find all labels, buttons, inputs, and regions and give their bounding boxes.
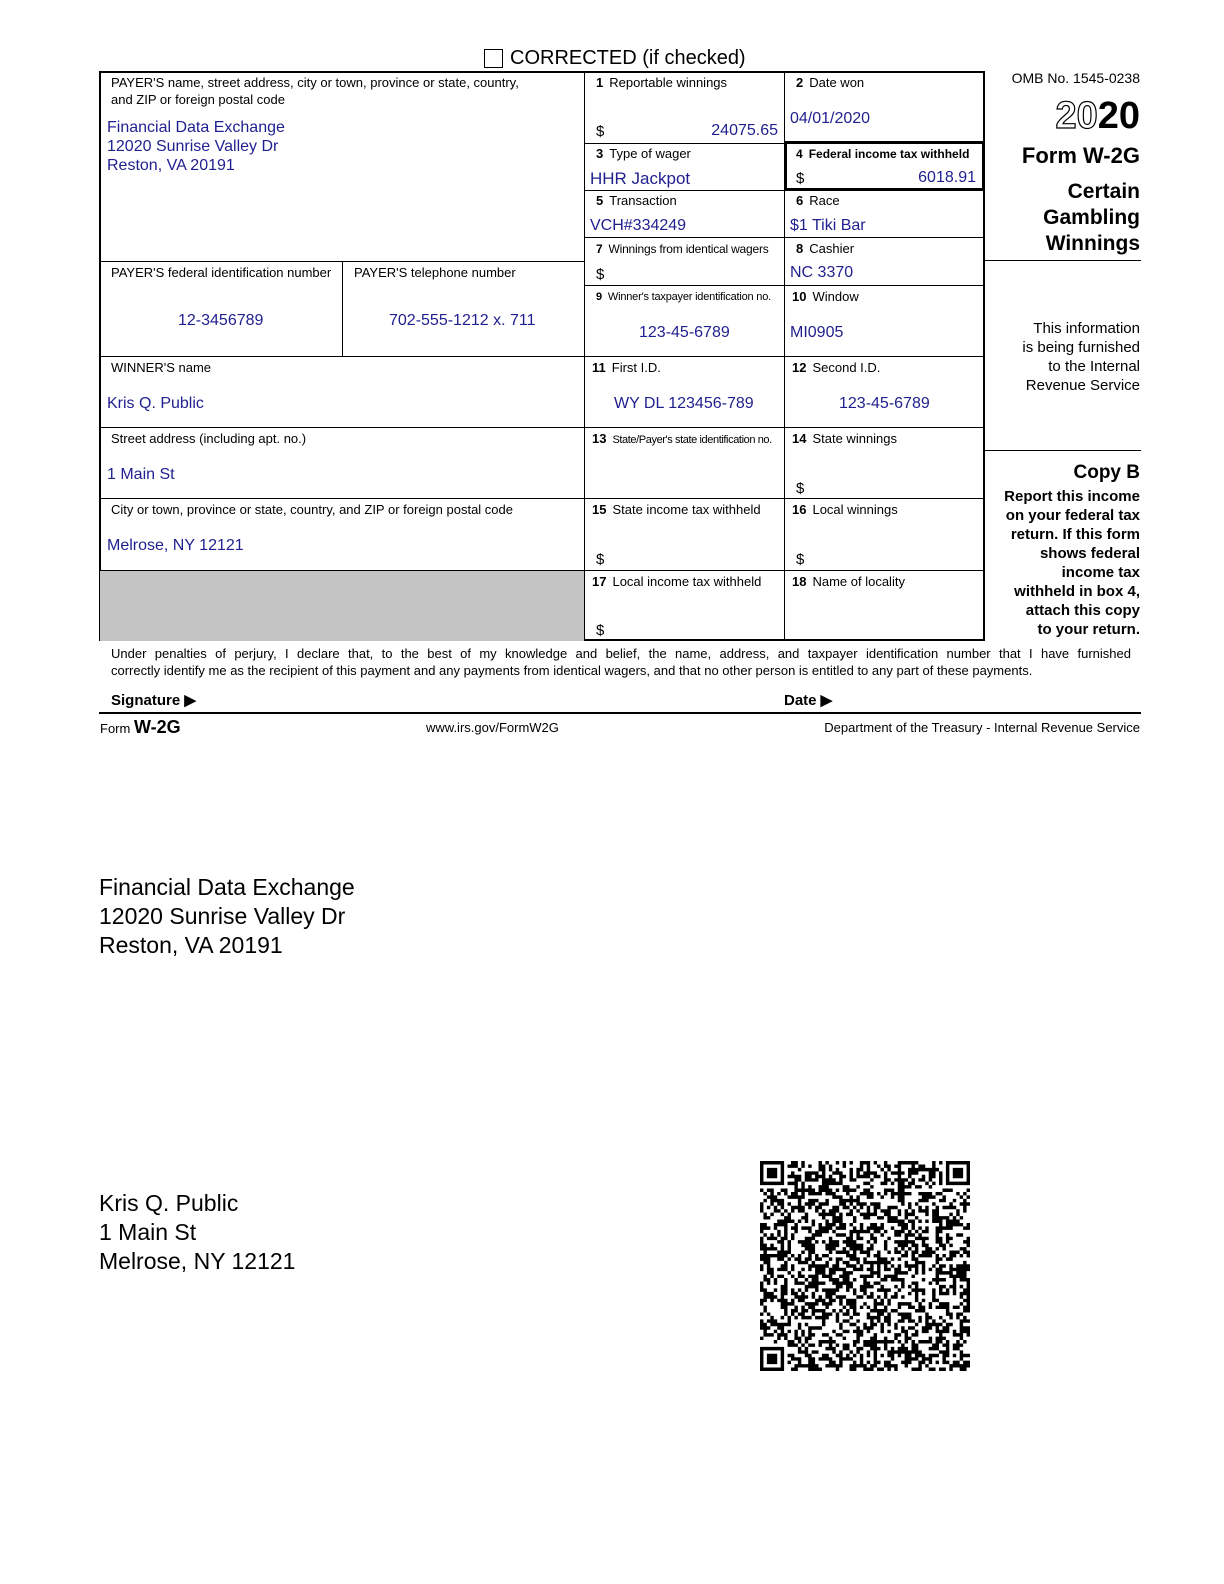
winner-name-label: WINNER'S name xyxy=(111,360,212,375)
corrected-checkbox[interactable] xyxy=(484,49,503,68)
payer-label-line1: PAYER'S name, street address, city or town, province or state, country, xyxy=(111,75,519,90)
form-name: Form W-2G xyxy=(1021,143,1140,168)
copy-label: Copy B xyxy=(1073,462,1140,483)
box6-value[interactable]: $1 Tiki Bar xyxy=(790,217,866,234)
box9-value[interactable]: 123-45-6789 xyxy=(639,324,730,341)
payer-street[interactable]: 12020 Sunrise Valley Dr xyxy=(107,138,279,155)
box1-value[interactable]: 24075.65 xyxy=(711,122,778,139)
shaded-box xyxy=(100,571,584,641)
winner-street[interactable]: 1 Main St xyxy=(107,466,175,483)
box12-value[interactable]: 123-45-6789 xyxy=(839,395,930,412)
date-label[interactable]: Date ▶ xyxy=(784,692,833,709)
box11-value[interactable]: WY DL 123456-789 xyxy=(614,395,754,412)
qr-code-icon xyxy=(760,1161,970,1371)
box3-value[interactable]: HHR Jackpot xyxy=(590,169,691,188)
box4-dollar: $ xyxy=(796,170,805,187)
footer-form-id: Form W-2G xyxy=(100,717,181,737)
sender-address: Financial Data Exchange 12020 Sunrise Valley Dr Reston, VA 20191 xyxy=(99,874,355,958)
box5-label: 5 Transaction xyxy=(596,193,677,208)
signature-label[interactable]: Signature ▶ xyxy=(111,692,196,709)
box15-dollar: $ xyxy=(596,551,605,568)
copy-instructions: Report this income on your federal tax return. If this form shows federal income tax withheld in box 4, attach this copy to your return. xyxy=(1004,488,1140,638)
box2-label: 2 Date won xyxy=(796,75,865,90)
payer-phone-label: PAYER'S telephone number xyxy=(354,265,516,280)
box16-label: 16 Local winnings xyxy=(792,502,898,517)
winner-name[interactable]: Kris Q. Public xyxy=(107,395,204,412)
box5-value[interactable]: VCH#334249 xyxy=(590,217,687,234)
winner-city[interactable]: Melrose, NY 12121 xyxy=(107,537,244,554)
form-title: Certain Gambling Winnings xyxy=(1043,180,1140,255)
box8-value[interactable]: NC 3370 xyxy=(790,264,854,281)
recipient-address: Kris Q. Public 1 Main St Melrose, NY 12121 xyxy=(99,1190,296,1274)
payer-name[interactable]: Financial Data Exchange xyxy=(107,119,285,136)
tax-year: 2020 xyxy=(1055,95,1140,137)
payer-phone[interactable]: 702-555-1212 x. 711 xyxy=(389,312,536,329)
box3-label: 3 Type of wager xyxy=(596,146,691,161)
box6-label: 6 Race xyxy=(796,193,840,208)
box17-label: 17 Local income tax withheld xyxy=(592,574,762,589)
box18-label: 18 Name of locality xyxy=(792,574,905,589)
box4-value[interactable]: 6018.91 xyxy=(918,169,976,186)
box16-dollar: $ xyxy=(796,551,805,568)
payer-city[interactable]: Reston, VA 20191 xyxy=(107,157,235,174)
box15-label: 15 State income tax withheld xyxy=(592,502,761,517)
box10-value[interactable]: MI0905 xyxy=(790,324,844,341)
box12-label: 12 Second I.D. xyxy=(792,360,881,375)
box1-dollar: $ xyxy=(596,123,605,140)
box17-dollar: $ xyxy=(596,622,605,639)
box13-label: 13 State/Payer's state identification no. xyxy=(592,431,772,446)
box7-label: 7 Winnings from identical wagers xyxy=(596,242,769,256)
box14-dollar: $ xyxy=(796,480,805,497)
box10-label: 10 Window xyxy=(792,289,859,304)
box11-label: 11 First I.D. xyxy=(592,360,661,375)
winner-city-label: City or town, province or state, country, and ZIP or foreign postal code xyxy=(111,502,513,517)
box8-label: 8 Cashier xyxy=(796,241,855,256)
winner-street-label: Street address (including apt. no.) xyxy=(111,431,307,446)
footer-url[interactable]: www.irs.gov/FormW2G xyxy=(426,720,559,735)
payer-label-line2: and ZIP or foreign postal code xyxy=(111,92,285,107)
box2-value[interactable]: 04/01/2020 xyxy=(790,110,871,127)
box14-label: 14 State winnings xyxy=(792,431,898,446)
perjury-statement: Under penalties of perjury, I declare that, to the best of my knowledge and belief, the name, address, and taxpayer identification number that I have furnished correctly identify me as the recipient of this payment and any payments from identical wagers, and that no other person is entitled to any part of these payments. xyxy=(111,646,1131,678)
box7-dollar: $ xyxy=(596,266,605,283)
box9-label: 9 Winner's taxpayer identification no. xyxy=(596,291,771,303)
corrected-label: CORRECTED (if checked) xyxy=(510,47,746,69)
box1-label: 1 Reportable winnings xyxy=(596,75,728,90)
payer-fed-id-label: PAYER'S federal identification number xyxy=(111,265,332,280)
omb-number: OMB No. 1545-0238 xyxy=(1011,70,1140,86)
box4-label: 4 Federal income tax withheld xyxy=(796,147,970,161)
payer-fed-id[interactable]: 12-3456789 xyxy=(178,312,264,329)
furnished-note: This information is being furnished to the Internal Revenue Service xyxy=(1022,320,1140,394)
footer-dept: Department of the Treasury - Internal Revenue Service xyxy=(824,720,1140,735)
